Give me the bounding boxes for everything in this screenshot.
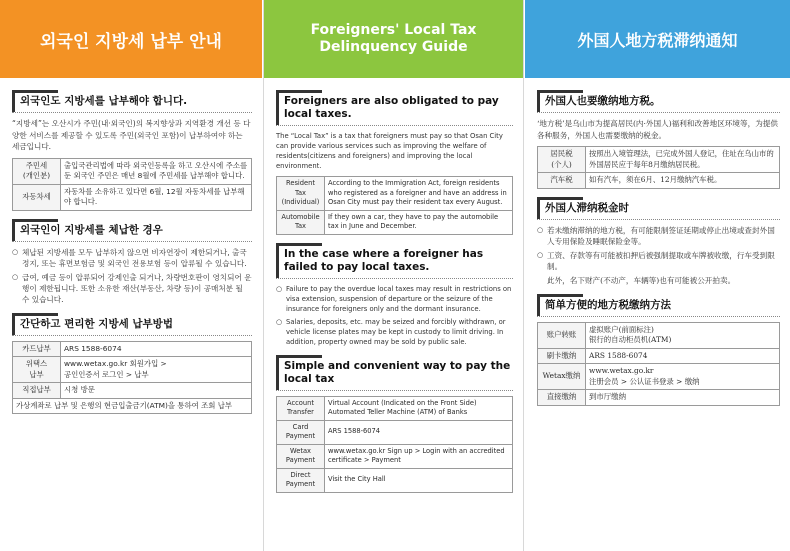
en-payment-title: Simple and convenient way to pay the local tax [276, 355, 513, 391]
ko-payment-table [12, 341, 252, 415]
table-row [13, 398, 252, 414]
ko-payment-title: 간단하고 편리한 지방세 납부방법 [12, 313, 252, 336]
zh-obligation-title: 外国人也要缴纳地方税。 [537, 90, 780, 113]
table-value: 자동차를 소유하고 있다면 6월, 12월 자동차세를 납부해야 합니다. [61, 184, 252, 210]
table-value: 가상계좌로 납부 및 은행의 현금입출금기(ATM)을 통하여 조회 납부 [13, 398, 252, 414]
table-key: Automobile Tax [277, 210, 325, 234]
zh-delinquency-note: 此外，名下财产(不动产，车辆等)也有可能被公开拍卖。 [547, 275, 736, 285]
zh-obligation-section [537, 90, 780, 189]
table-row [277, 210, 513, 234]
table-value: If they own a car, they have to pay the automobile tax in June and December. [325, 210, 513, 234]
table-value: 按照出入境管理法，已完成外国人登记，住址在乌山市的外国居民应于每年8月缴纳居民税。 [586, 147, 780, 173]
table-key: 汽车税 [538, 173, 586, 189]
zh-payment-title: 简单方便的地方税缴纳方法 [537, 294, 780, 317]
en-tax-table [276, 176, 513, 235]
zh-payment-table [537, 322, 780, 406]
ko-payment-section [12, 313, 252, 415]
list-item: ○ Failure to pay the overdue local taxes may result in restrictions on visa extension, suspension of departure or the seizure of the insurance for foreigners only and the dormant insurance. [276, 284, 513, 314]
table-value: www.wetax.go.kr 회원가입 > 공인인증서 로그인 > 납부 [61, 357, 252, 383]
table-value: www.wetax.go.kr Sign up > Login with an accredited certificate > Payment [325, 444, 513, 468]
table-row [277, 396, 513, 420]
table-key: Direct Payment [277, 468, 325, 492]
ko-obligation-intro: “지방세”는 오산시가 주민(내·외국인)의 복지향상과 지역환경 개선 등 다양한 서비스를 제공할 수 있도록 주민(외국인 포함)이 납부하여야 하는 세금입니다. [12, 119, 251, 151]
table-row [277, 444, 513, 468]
chinese-banner-title: 外国人地方税滞纳通知 [577, 30, 738, 50]
table-value: 시청 방문 [61, 383, 252, 399]
en-delinquency-section [276, 243, 513, 347]
table-value: 虚拟账户(前面标注) 银行的自动柜员机(ATM) [586, 322, 780, 348]
list-item: ○ 체납된 지방세를 모두 납부하지 않으면 비자연장이 제한되거나, 출국정지, 또는 휴면보험금 및 외국인 전용보험 등이 압류될 수 있습니다. [12, 247, 252, 269]
en-payment-table [276, 396, 513, 493]
table-row [538, 390, 780, 406]
zh-tax-table [537, 146, 780, 189]
table-value: 到市厅缴纳 [586, 390, 780, 406]
en-obligation-title: Foreigners are also obligated to pay local taxes. [276, 90, 513, 126]
table-row [13, 357, 252, 383]
zh-delinquency-section [537, 197, 780, 286]
table-key: 직접납부 [13, 383, 61, 399]
table-value: ARS 1588-6074 [586, 348, 780, 364]
table-key: Wetax缴纳 [538, 364, 586, 390]
list-item: ○ 급여, 예금 등이 압류되어 강제인출 되거나, 차량번호판이 영치되어 운행이 제한됩니다. 또한 소유한 재산(부동산, 차량 등)이 공매처분 될 수 있습니다. [12, 272, 252, 305]
english-banner-line2: Delinquency Guide [319, 39, 468, 55]
en-obligation-intro: The “Local Tax” is a tax that foreigners must pay so that Osan City can provide various services such as improving the welfare of residents(citizens and foreigners) and improving the local environment. [276, 132, 503, 170]
zh-payment-section [537, 294, 780, 406]
table-row [13, 184, 252, 210]
ko-obligation-title: 외국인도 지방세를 납부해야 합니다. [12, 90, 252, 113]
ko-delinquency-section [12, 219, 252, 305]
table-key: 账户转账 [538, 322, 586, 348]
en-delinquency-title: In the case where a foreigner has failed to pay local taxes. [276, 243, 513, 279]
table-row [538, 322, 780, 348]
table-key: Wetax Payment [277, 444, 325, 468]
list-item: ○ 工资、存款等有可能被扣押后被强制提取或车牌被收缴，行车受到限制。 [537, 250, 780, 272]
table-row [538, 147, 780, 173]
table-key: 刷卡缴纳 [538, 348, 586, 364]
table-value: Virtual Account (Indicated on the Front Side) Automated Teller Machine (ATM) of Banks [325, 396, 513, 420]
zh-obligation-intro: ‘地方税’是乌山市为提高居民(内·外国人)福利和改善地区环境等，为提供各种服务，外国人也需要缴纳的税金。 [537, 119, 778, 140]
table-key: 주민세 (개인분) [13, 158, 61, 184]
ko-obligation-section [12, 90, 252, 211]
table-value: According to the Immigration Act, foreign residents who registered as a foreigner and have an address in Osan City must pay their resident tax every August. [325, 177, 513, 211]
list-item: ○ Salaries, deposits, etc. may be seized and forcibly withdrawn, or vehicle license plates may be kept in custody to limit driving. In addition, property owned may be sold by public sale. [276, 317, 513, 347]
chinese-panel [525, 0, 790, 551]
table-row [13, 158, 252, 184]
table-value: Visit the City Hall [325, 468, 513, 492]
table-key: 居民税 (个人) [538, 147, 586, 173]
table-value: 출입국관리법에 따라 외국인등록을 하고 오산시에 주소를 둔 외국인 주민은 매년 8월에 주민세를 납부해야 합니다. [61, 158, 252, 184]
ko-tax-table [12, 158, 252, 211]
table-row [277, 468, 513, 492]
table-key: Resident Tax (Individual) [277, 177, 325, 211]
table-key: Card Payment [277, 420, 325, 444]
en-obligation-section [276, 90, 513, 235]
table-key: 카드납부 [13, 341, 61, 357]
table-row [538, 173, 780, 189]
chinese-banner [525, 0, 790, 78]
korean-panel [0, 0, 262, 551]
table-row [277, 177, 513, 211]
zh-delinquency-title: 外国人滞纳税金时 [537, 197, 780, 220]
table-key: Account Transfer [277, 396, 325, 420]
table-row [13, 341, 252, 357]
table-key: 자동차세 [13, 184, 61, 210]
korean-banner-title: 외국인 지방세 납부 안내 [40, 31, 222, 52]
table-key: 위택스 납부 [13, 357, 61, 383]
english-banner-line1: Foreigners' Local Tax [310, 22, 477, 38]
table-row [538, 348, 780, 364]
list-item: ○ 若未缴纳滞纳的地方税，有可能限制签证延期或停止出境或查封外国人专用保险及睡眠保险金等。 [537, 225, 780, 247]
table-value: ARS 1588-6074 [61, 341, 252, 357]
table-value: www.wetax.go.kr 注册会员 > 公认证书登录 > 缴纳 [586, 364, 780, 390]
table-key: 直接缴纳 [538, 390, 586, 406]
en-payment-section [276, 355, 513, 493]
korean-banner [0, 0, 262, 78]
table-row [277, 420, 513, 444]
table-value: ARS 1588-6074 [325, 420, 513, 444]
ko-delinquency-title: 외국인이 지방세를 체납한 경우 [12, 219, 252, 242]
english-panel [263, 0, 524, 551]
table-row [13, 383, 252, 399]
table-value: 如有汽车，须在6月、12月缴纳汽车税。 [586, 173, 780, 189]
english-banner [264, 0, 523, 78]
table-row [538, 364, 780, 390]
